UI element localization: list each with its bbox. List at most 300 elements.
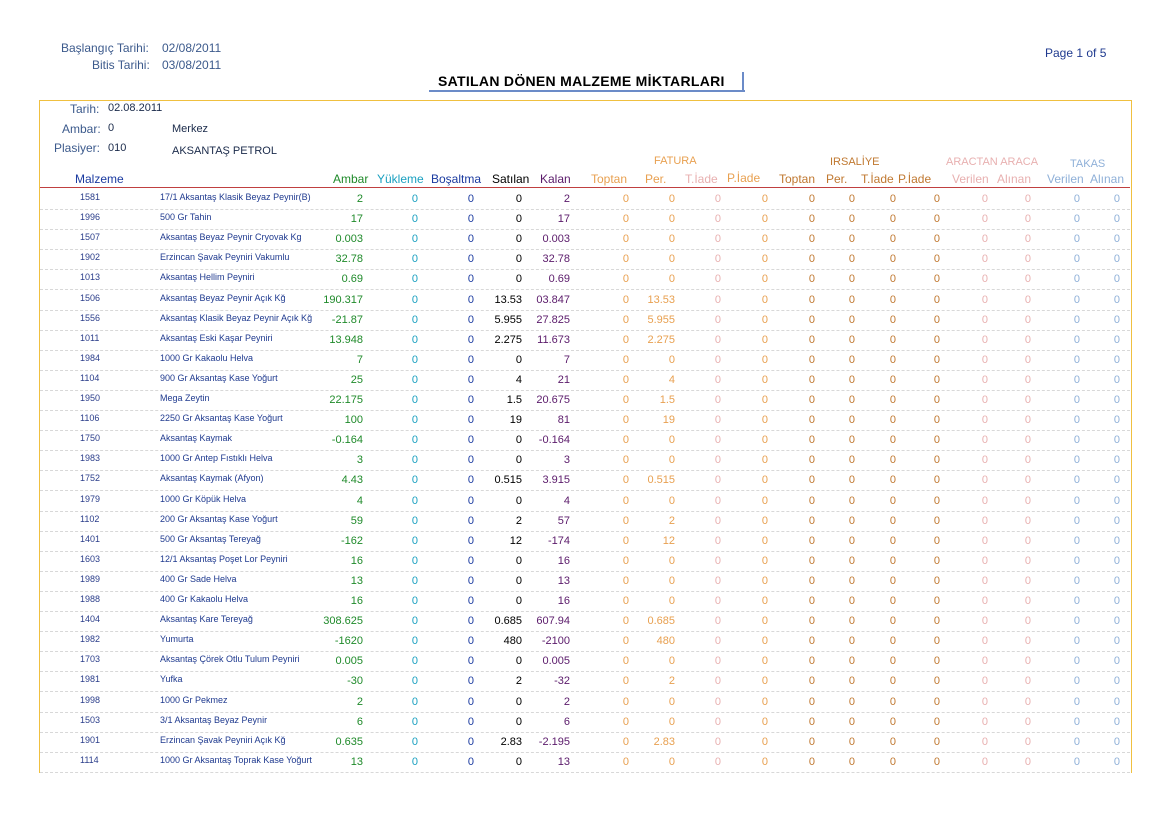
cell-irsaliye-toptan: 0 [808,655,815,668]
cell-aractan-alinan: 0 [1024,675,1031,688]
header-rule [40,187,1130,188]
cell-aractan-alinan: 0 [1024,373,1031,386]
cell-kalan: 6 [563,715,570,728]
cell-aractan-alinan: 0 [1024,434,1031,447]
cell-aractan-alinan: 0 [1024,695,1031,708]
cell-bosaltma: 0 [467,534,474,547]
cell-fatura-piade: 0 [761,635,768,648]
cell-fatura-toptan: 0 [622,333,629,346]
cell-bosaltma: 0 [467,353,474,366]
row-code: 1902 [80,252,101,263]
cell-irsaliye-piade: 0 [933,353,940,366]
cell-aractan-verilen: 0 [981,474,988,487]
cell-irsaliye-toptan: 0 [808,434,815,447]
plasiyer-code: 010 [108,142,127,154]
cell-aractan-verilen: 0 [981,595,988,607]
table-row [40,611,1130,632]
cell-aractan-verilen: 0 [981,273,988,286]
cell-irsaliye-toptan: 0 [808,494,815,507]
row-name: Aksantaş Beyaz Peynir Açık Kğ [160,292,286,303]
group-takas: TAKAS [1070,158,1106,170]
cell-fatura-piade: 0 [761,353,768,366]
cell-fatura-tiade: 0 [714,494,721,507]
cell-fatura-per: 0 [668,434,675,447]
col-irsaliye-piade: P.İade [898,172,932,186]
cell-fatura-per: 5.955 [647,313,675,326]
cell-kalan: 3 [563,454,570,467]
row-code: 1988 [80,594,101,604]
cell-takas-verilen: 0 [1073,635,1080,648]
cell-fatura-tiade: 0 [714,755,721,768]
cell-irsaliye-piade: 0 [933,494,940,507]
cell-fatura-piade: 0 [761,233,768,246]
cell-fatura-toptan: 0 [622,494,629,507]
table-row [40,330,1130,351]
cell-aractan-verilen: 0 [981,675,988,688]
cell-irsaliye-per: 0 [848,333,855,346]
cell-aractan-alinan: 0 [1024,635,1031,648]
table-row [40,310,1130,331]
cell-irsaliye-toptan: 0 [808,333,815,346]
cell-takas-verilen: 0 [1073,253,1080,266]
table-row [40,732,1130,753]
row-code: 1983 [80,453,101,464]
cell-fatura-tiade: 0 [714,373,721,386]
cell-fatura-toptan: 0 [622,394,629,406]
cell-fatura-tiade: 0 [714,655,721,668]
cell-satilan: 0 [515,434,522,447]
cell-takas-alinan: 0 [1113,635,1120,648]
cell-fatura-tiade: 0 [714,233,721,246]
cell-yukleme: 0 [411,213,418,226]
row-name: 500 Gr Aksantaş Tereyağ [160,533,261,544]
cell-irsaliye-toptan: 0 [808,313,815,326]
title-tick [742,72,744,92]
cell-yukleme: 0 [411,414,418,427]
cell-aractan-alinan: 0 [1024,333,1031,346]
cell-aractan-alinan: 0 [1024,213,1031,226]
cell-takas-verilen: 0 [1073,373,1080,386]
cell-irsaliye-tiade: 0 [889,454,896,467]
cell-fatura-piade: 0 [761,574,768,587]
cell-irsaliye-per: 0 [848,474,855,487]
cell-irsaliye-toptan: 0 [808,233,815,246]
cell-fatura-toptan: 0 [622,414,629,427]
cell-irsaliye-toptan: 0 [808,534,815,547]
cell-fatura-per: 0 [668,655,675,668]
cell-fatura-toptan: 0 [622,595,629,607]
cell-takas-alinan: 0 [1113,675,1120,688]
cell-ambar: 17 [350,213,363,226]
cell-takas-alinan: 0 [1113,655,1120,668]
cell-ambar: 0.003 [335,233,363,246]
table-row [40,390,1130,411]
cell-fatura-piade: 0 [761,675,768,688]
cell-irsaliye-toptan: 0 [808,735,815,748]
cell-irsaliye-toptan: 0 [808,675,815,688]
cell-takas-verilen: 0 [1073,655,1080,668]
cell-ambar: 22.175 [329,394,363,406]
cell-fatura-piade: 0 [761,554,768,567]
group-aractan-araca: ARACTAN ARACA [946,156,1039,168]
cell-satilan: 13.53 [494,293,522,306]
cell-fatura-toptan: 0 [622,574,629,587]
cell-aractan-alinan: 0 [1024,454,1031,467]
ambar-code: 0 [108,122,115,134]
cell-bosaltma: 0 [467,715,474,728]
cell-bosaltma: 0 [467,655,474,668]
cell-irsaliye-tiade: 0 [889,193,896,205]
row-name: 1000 Gr Pekmez [160,694,228,705]
cell-satilan: 0 [515,695,522,708]
cell-ambar: 0.635 [335,735,363,748]
title-underline [429,90,745,92]
row-name: Aksantaş Çörek Otlu Tulum Peyniri [160,654,300,665]
cell-irsaliye-piade: 0 [933,273,940,286]
cell-fatura-tiade: 0 [714,554,721,567]
cell-fatura-piade: 0 [761,595,768,607]
cell-satilan: 4 [515,373,522,386]
cell-fatura-piade: 0 [761,434,768,447]
cell-kalan: -174 [547,534,570,547]
cell-takas-verilen: 0 [1073,534,1080,547]
cell-takas-verilen: 0 [1073,735,1080,748]
row-code: 1011 [80,332,100,343]
col-bosaltma: Boşaltma [431,172,482,186]
cell-aractan-verilen: 0 [981,434,988,447]
cell-fatura-per: 0 [668,213,675,226]
cell-yukleme: 0 [411,715,418,728]
cell-kalan: 03.847 [536,293,570,306]
cell-satilan: 5.955 [494,313,522,326]
cell-fatura-toptan: 0 [622,534,629,547]
cell-bosaltma: 0 [467,333,474,346]
cell-satilan: 0 [515,454,522,467]
group-irsaliye: IRSALİYE [830,156,880,168]
cell-irsaliye-tiade: 0 [889,695,896,708]
cell-kalan: 16 [557,554,570,567]
cell-kalan: 3.915 [542,474,570,487]
cell-takas-alinan: 0 [1113,434,1120,447]
cell-ambar: 25 [350,373,363,386]
cell-irsaliye-piade: 0 [933,193,940,205]
cell-fatura-piade: 0 [761,454,768,467]
cell-fatura-tiade: 0 [714,394,721,406]
cell-irsaliye-piade: 0 [933,414,940,427]
cell-kalan: 27.825 [536,313,570,326]
cell-kalan: 7 [563,353,570,366]
cell-satilan: 2.275 [494,333,522,346]
group-fatura: FATURA [654,155,697,167]
cell-irsaliye-tiade: 0 [889,635,896,648]
cell-fatura-tiade: 0 [714,514,721,527]
cell-ambar: 4 [356,494,363,507]
cell-aractan-verilen: 0 [981,333,988,346]
cell-takas-alinan: 0 [1113,273,1120,286]
cell-irsaliye-piade: 0 [933,333,940,346]
cell-aractan-verilen: 0 [981,615,988,628]
cell-kalan: 0.005 [542,655,570,668]
cell-aractan-verilen: 0 [981,635,988,648]
cell-fatura-tiade: 0 [714,434,721,447]
cell-irsaliye-tiade: 0 [889,574,896,587]
cell-bosaltma: 0 [467,414,474,427]
cell-yukleme: 0 [411,353,418,366]
table-row [40,551,1130,572]
cell-takas-verilen: 0 [1073,333,1080,346]
cell-bosaltma: 0 [467,595,474,607]
cell-fatura-toptan: 0 [622,353,629,366]
cell-takas-verilen: 0 [1073,353,1080,366]
row-name: Yufka [160,674,183,685]
cell-takas-alinan: 0 [1113,193,1120,205]
cell-fatura-tiade: 0 [714,715,721,728]
row-name: Aksantaş Kare Tereyağ [160,614,253,625]
cell-irsaliye-per: 0 [848,293,855,306]
cell-kalan: 0.69 [548,273,570,286]
row-code: 1503 [80,714,101,725]
cell-yukleme: 0 [411,534,418,547]
row-name: 1000 Gr Aksantaş Toprak Kase Yoğurt [160,754,312,765]
cell-irsaliye-per: 0 [848,554,855,567]
cell-satilan: 480 [503,635,522,648]
cell-kalan: 81 [557,414,570,427]
cell-irsaliye-per: 0 [848,313,855,326]
cell-yukleme: 0 [411,394,418,406]
cell-irsaliye-piade: 0 [933,735,940,748]
cell-fatura-toptan: 0 [622,313,629,326]
cell-aractan-alinan: 0 [1024,414,1031,427]
cell-fatura-toptan: 0 [622,655,629,668]
cell-kalan: 0.003 [542,233,570,246]
cell-fatura-per: 0 [668,755,675,768]
row-name: Aksantaş Beyaz Peynir Cryovak Kg [160,232,302,243]
cell-kalan: 20.675 [536,394,570,406]
cell-aractan-alinan: 0 [1024,554,1031,567]
cell-bosaltma: 0 [467,273,474,286]
cell-fatura-toptan: 0 [622,193,629,205]
cell-fatura-per: 0 [668,554,675,567]
cell-satilan: 0 [515,193,522,205]
row-name: 2250 Gr Aksantaş Kase Yoğurt [160,413,283,424]
table-row [40,571,1130,592]
cell-bosaltma: 0 [467,394,474,406]
cell-ambar: 3 [356,454,363,467]
cell-fatura-toptan: 0 [622,213,629,226]
col-fatura-piade: P.İade [727,171,761,185]
cell-fatura-per: 0 [668,253,675,266]
cell-fatura-piade: 0 [761,534,768,547]
cell-irsaliye-tiade: 0 [889,534,896,547]
row-code: 1996 [80,212,101,223]
cell-irsaliye-piade: 0 [933,574,940,587]
cell-fatura-per: 0 [668,494,675,507]
cell-ambar: 308.625 [323,615,363,628]
table-row [40,350,1130,371]
row-name: 17/1 Aksantaş Klasik Beyaz Peynir(B) [160,192,311,202]
row-code: 1404 [80,614,101,625]
cell-yukleme: 0 [411,434,418,447]
cell-fatura-tiade: 0 [714,695,721,708]
cell-satilan: 0 [515,554,522,567]
cell-irsaliye-toptan: 0 [808,394,815,406]
cell-aractan-alinan: 0 [1024,193,1031,205]
cell-fatura-piade: 0 [761,293,768,306]
cell-takas-verilen: 0 [1073,414,1080,427]
cell-bosaltma: 0 [467,755,474,768]
cell-fatura-toptan: 0 [622,233,629,246]
cell-irsaliye-tiade: 0 [889,655,896,668]
row-name: 400 Gr Kakaolu Helva [160,594,249,604]
cell-satilan: 0 [515,755,522,768]
table-row [40,591,1130,612]
cell-irsaliye-piade: 0 [933,293,940,306]
cell-irsaliye-per: 0 [848,695,855,708]
cell-bosaltma: 0 [467,635,474,648]
row-code: 1979 [80,493,101,504]
cell-fatura-tiade: 0 [714,253,721,266]
col-malzeme: Malzeme [75,172,124,186]
cell-yukleme: 0 [411,615,418,628]
col-irsaliye-tiade: T.İade [861,172,894,186]
cell-fatura-per: 2 [668,514,675,527]
cell-ambar: 4.43 [341,474,363,487]
cell-fatura-tiade: 0 [714,454,721,467]
cell-fatura-tiade: 0 [714,273,721,286]
cell-takas-verilen: 0 [1073,273,1080,286]
cell-takas-verilen: 0 [1073,394,1080,406]
cell-takas-alinan: 0 [1113,494,1120,507]
cell-ambar: 100 [344,414,363,427]
cell-fatura-piade: 0 [761,494,768,507]
cell-ambar: 13.948 [329,333,363,346]
cell-takas-alinan: 0 [1113,534,1120,547]
cell-aractan-verilen: 0 [981,454,988,467]
cell-takas-verilen: 0 [1073,695,1080,708]
row-name: Aksantaş Kaymak (Afyon) [160,473,264,484]
cell-satilan: 0 [515,715,522,728]
cell-irsaliye-toptan: 0 [808,353,815,366]
report-title: SATILAN DÖNEN MALZEME MİKTARLARI [438,73,725,89]
table-row [40,470,1130,491]
cell-satilan: 2 [515,514,522,527]
cell-irsaliye-per: 0 [848,434,855,447]
cell-irsaliye-toptan: 0 [808,574,815,587]
cell-irsaliye-piade: 0 [933,514,940,527]
cell-fatura-per: 0.685 [647,615,675,628]
cell-fatura-piade: 0 [761,655,768,668]
cell-takas-alinan: 0 [1113,554,1120,567]
cell-takas-verilen: 0 [1073,193,1080,205]
cell-irsaliye-tiade: 0 [889,233,896,246]
cell-bosaltma: 0 [467,494,474,507]
cell-satilan: 2.83 [500,735,522,748]
row-name: 900 Gr Aksantaş Kase Yoğurt [160,372,278,383]
cell-irsaliye-per: 0 [848,595,855,607]
cell-irsaliye-tiade: 0 [889,213,896,226]
table-row [40,229,1130,250]
cell-aractan-alinan: 0 [1024,394,1031,406]
cell-takas-alinan: 0 [1113,595,1120,607]
cell-irsaliye-piade: 0 [933,635,940,648]
cell-aractan-alinan: 0 [1024,514,1031,527]
cell-takas-verilen: 0 [1073,494,1080,507]
cell-fatura-tiade: 0 [714,353,721,366]
cell-yukleme: 0 [411,293,418,306]
row-code: 1982 [80,634,101,645]
col-fatura-tiade: T.İade [685,172,718,186]
cell-fatura-toptan: 0 [622,615,629,628]
cell-irsaliye-tiade: 0 [889,554,896,567]
table-row [40,370,1130,391]
cell-fatura-per: 13.53 [647,293,675,306]
cell-takas-alinan: 0 [1113,353,1120,366]
row-name: Aksantaş Kaymak [160,433,233,444]
cell-irsaliye-per: 0 [848,735,855,748]
cell-kalan: 13 [557,574,570,587]
row-name: Erzincan Şavak Peyniri Açık Kğ [160,734,286,745]
cell-irsaliye-toptan: 0 [808,414,815,427]
cell-fatura-tiade: 0 [714,313,721,326]
cell-fatura-per: 0 [668,273,675,286]
row-code: 1506 [80,292,101,303]
cell-irsaliye-piade: 0 [933,394,940,406]
cell-irsaliye-toptan: 0 [808,253,815,266]
cell-yukleme: 0 [411,755,418,768]
cell-irsaliye-per: 0 [848,233,855,246]
cell-irsaliye-piade: 0 [933,554,940,567]
row-code: 1401 [80,533,101,544]
table-row [40,410,1130,431]
cell-irsaliye-tiade: 0 [889,675,896,688]
cell-irsaliye-tiade: 0 [889,615,896,628]
cell-kalan: 4 [563,494,570,507]
cell-fatura-per: 2 [668,675,675,688]
cell-takas-verilen: 0 [1073,595,1080,607]
cell-aractan-alinan: 0 [1024,474,1031,487]
row-name: 200 Gr Aksantaş Kase Yoğurt [160,513,278,524]
cell-irsaliye-tiade: 0 [889,414,896,427]
row-name: Erzincan Şavak Peyniri Vakumlu [160,252,290,263]
row-code: 1013 [80,272,101,283]
cell-irsaliye-per: 0 [848,655,855,668]
row-name: 1000 Gr Antep Fıstıklı Helva [160,453,273,464]
cell-irsaliye-per: 0 [848,514,855,527]
table-row [40,631,1130,652]
cell-irsaliye-toptan: 0 [808,635,815,648]
cell-takas-alinan: 0 [1113,514,1120,527]
cell-satilan: 0 [515,353,522,366]
cell-irsaliye-piade: 0 [933,695,940,708]
cell-fatura-tiade: 0 [714,293,721,306]
row-code: 1901 [80,734,101,745]
cell-irsaliye-tiade: 0 [889,735,896,748]
col-takas-alinan: Alınan [1090,172,1125,186]
cell-irsaliye-per: 0 [848,394,855,406]
cell-ambar: 59 [350,514,363,527]
cell-kalan: 11.673 [537,333,570,346]
cell-fatura-per: 0 [668,233,675,246]
cell-takas-alinan: 0 [1113,233,1120,246]
cell-aractan-alinan: 0 [1024,735,1031,748]
cell-fatura-toptan: 0 [622,253,629,266]
table-row [40,249,1130,270]
cell-satilan: 0 [515,233,522,246]
cell-irsaliye-tiade: 0 [889,715,896,728]
cell-ambar: -21.87 [331,313,363,326]
cell-yukleme: 0 [411,273,418,286]
cell-fatura-tiade: 0 [714,213,721,226]
